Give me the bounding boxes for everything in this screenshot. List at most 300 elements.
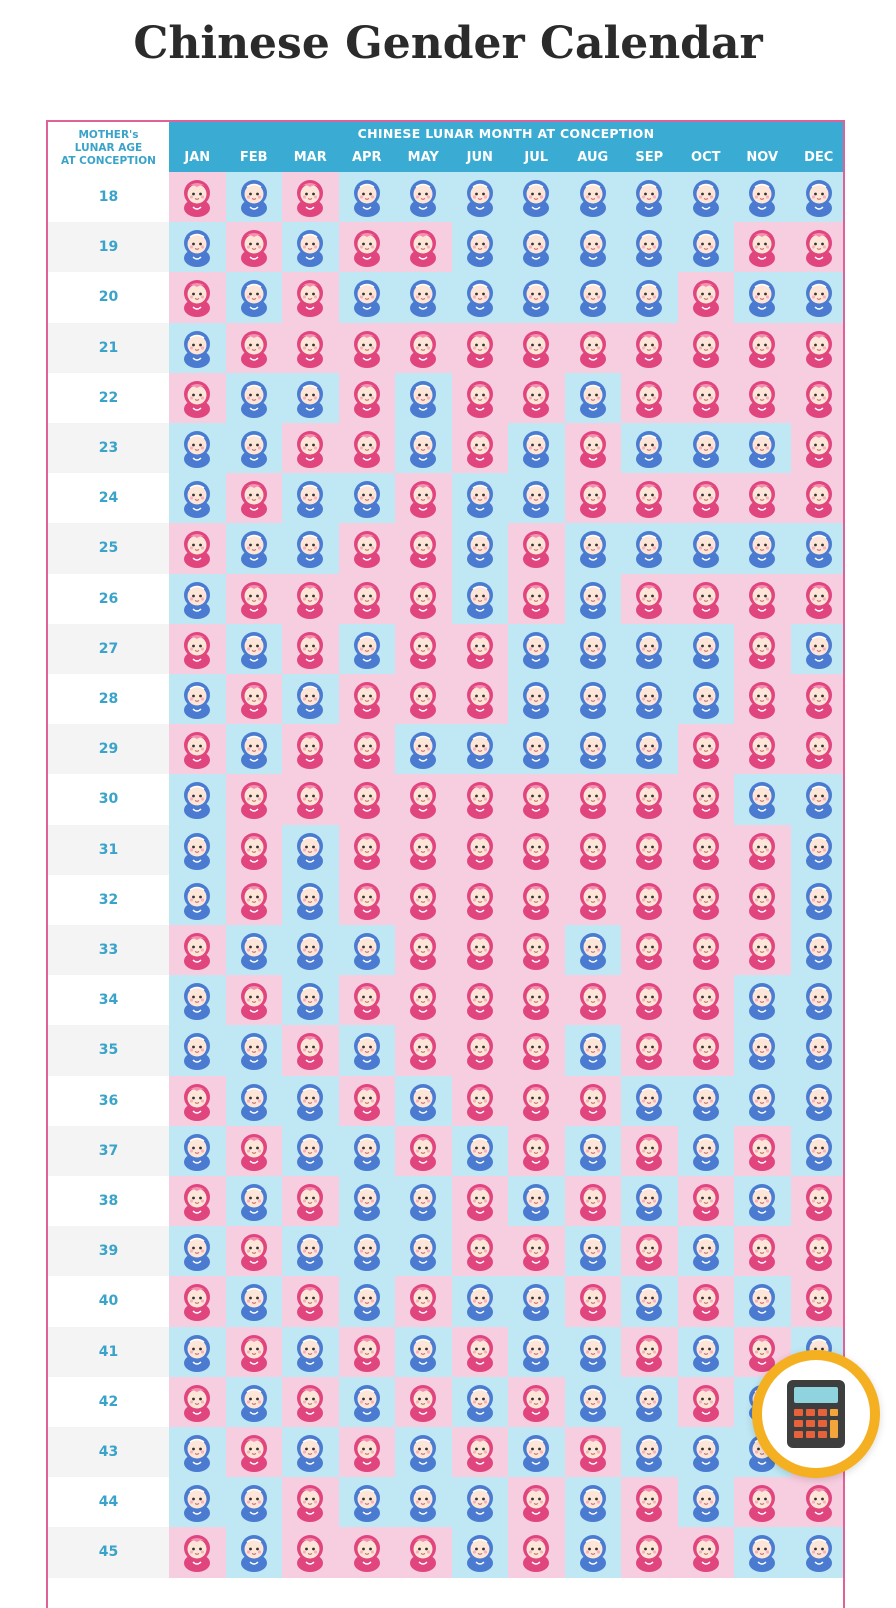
boy-cell	[169, 323, 226, 373]
girl-cell	[508, 1477, 565, 1527]
baby-girl-icon	[293, 1482, 327, 1522]
baby-girl-icon	[802, 579, 836, 619]
girl-cell	[339, 574, 396, 624]
baby-girl-icon	[237, 830, 271, 870]
month-label: JUN	[466, 150, 493, 165]
boy-cell	[791, 875, 846, 925]
month-label: FEB	[239, 150, 268, 165]
baby-boy-icon	[293, 1081, 327, 1121]
baby-girl-icon	[632, 930, 666, 970]
baby-boy-icon	[293, 378, 327, 418]
baby-boy-icon	[802, 177, 836, 217]
boy-cell	[508, 624, 565, 674]
baby-girl-icon	[237, 1231, 271, 1271]
baby-girl-icon	[237, 980, 271, 1020]
baby-boy-icon	[576, 629, 610, 669]
baby-girl-icon	[237, 478, 271, 518]
baby-girl-icon	[350, 227, 384, 267]
calendar-row	[48, 825, 843, 875]
baby-girl-icon	[463, 1432, 497, 1472]
age-cell: 21	[48, 323, 169, 373]
boy-cell	[791, 523, 846, 573]
girl-cell	[508, 925, 565, 975]
baby-girl-icon	[293, 579, 327, 619]
baby-boy-icon	[406, 1081, 440, 1121]
baby-boy-icon	[576, 378, 610, 418]
boy-cell	[791, 1076, 846, 1126]
boy-cell	[226, 1176, 283, 1226]
girl-cell	[678, 875, 735, 925]
baby-boy-icon	[406, 428, 440, 468]
boy-cell	[395, 423, 452, 473]
baby-girl-icon	[406, 679, 440, 719]
calendar-row	[48, 774, 843, 824]
girl-cell	[621, 574, 678, 624]
boy-cell	[169, 975, 226, 1025]
baby-girl-icon	[406, 1131, 440, 1171]
boy-cell	[734, 523, 791, 573]
baby-girl-icon	[576, 980, 610, 1020]
boy-cell	[395, 172, 452, 222]
baby-girl-icon	[632, 1482, 666, 1522]
baby-girl-icon	[463, 980, 497, 1020]
girl-cell	[678, 975, 735, 1025]
baby-boy-icon	[293, 227, 327, 267]
baby-boy-icon	[632, 528, 666, 568]
age-cell: 34	[48, 975, 169, 1025]
boy-cell	[621, 272, 678, 322]
boy-cell	[621, 1176, 678, 1226]
calendar-row	[48, 1477, 843, 1527]
girl-cell	[452, 975, 509, 1025]
girl-cell	[565, 1076, 622, 1126]
boy-cell	[395, 1076, 452, 1126]
boy-cell	[565, 1126, 622, 1176]
boy-cell	[226, 925, 283, 975]
girl-cell	[169, 1176, 226, 1226]
boy-cell	[791, 172, 846, 222]
boy-cell	[565, 624, 622, 674]
boy-cell	[452, 724, 509, 774]
baby-girl-icon	[689, 980, 723, 1020]
baby-boy-icon	[463, 1382, 497, 1422]
calendar-row	[48, 975, 843, 1025]
girl-cell	[226, 674, 283, 724]
baby-boy-icon	[237, 1382, 271, 1422]
baby-girl-icon	[689, 779, 723, 819]
baby-boy-icon	[689, 679, 723, 719]
baby-girl-icon	[180, 629, 214, 669]
baby-girl-icon	[350, 779, 384, 819]
boy-cell	[169, 473, 226, 523]
baby-boy-icon	[745, 528, 779, 568]
boy-cell	[678, 1427, 735, 1477]
boy-cell	[791, 624, 846, 674]
baby-girl-icon	[632, 579, 666, 619]
baby-girl-icon	[463, 428, 497, 468]
girl-cell	[734, 574, 791, 624]
girl-cell	[678, 1527, 735, 1577]
baby-girl-icon	[406, 830, 440, 870]
boy-cell	[565, 222, 622, 272]
boy-cell	[508, 473, 565, 523]
baby-girl-icon	[180, 930, 214, 970]
boy-cell	[791, 272, 846, 322]
girl-cell	[395, 674, 452, 724]
baby-girl-icon	[406, 528, 440, 568]
girl-cell	[282, 172, 339, 222]
baby-girl-icon	[745, 679, 779, 719]
baby-boy-icon	[745, 177, 779, 217]
calendar-row	[48, 523, 843, 573]
baby-girl-icon	[406, 930, 440, 970]
baby-boy-icon	[350, 930, 384, 970]
chart-header	[48, 122, 843, 172]
boy-cell	[791, 825, 846, 875]
baby-girl-icon	[237, 1332, 271, 1372]
baby-girl-icon	[519, 1532, 553, 1572]
girl-cell	[339, 825, 396, 875]
baby-boy-icon	[632, 277, 666, 317]
baby-boy-icon	[293, 830, 327, 870]
girl-cell	[169, 1276, 226, 1326]
age-cell: 19	[48, 222, 169, 272]
boy-cell	[508, 1176, 565, 1226]
boy-cell	[508, 724, 565, 774]
baby-boy-icon	[802, 1081, 836, 1121]
gender-calendar-chart	[46, 120, 845, 1608]
baby-boy-icon	[689, 528, 723, 568]
girl-cell	[226, 1126, 283, 1176]
calendar-row	[48, 473, 843, 523]
boy-cell	[565, 272, 622, 322]
baby-boy-icon	[350, 1030, 384, 1070]
boy-cell	[282, 925, 339, 975]
girl-cell	[791, 1276, 846, 1326]
baby-girl-icon	[689, 328, 723, 368]
baby-boy-icon	[463, 579, 497, 619]
girl-cell	[339, 724, 396, 774]
page-title: Chinese Gender Calendar	[133, 18, 763, 69]
baby-girl-icon	[519, 779, 553, 819]
baby-girl-icon	[350, 880, 384, 920]
month-label: MAR	[293, 150, 327, 165]
baby-girl-icon	[463, 1332, 497, 1372]
baby-boy-icon	[237, 378, 271, 418]
baby-girl-icon	[463, 779, 497, 819]
boy-cell	[282, 825, 339, 875]
baby-girl-icon	[293, 277, 327, 317]
baby-boy-icon	[463, 227, 497, 267]
girl-cell	[282, 724, 339, 774]
boy-cell	[339, 624, 396, 674]
girl-cell	[734, 875, 791, 925]
baby-girl-icon	[293, 779, 327, 819]
boy-cell	[678, 1477, 735, 1527]
girl-cell	[395, 1276, 452, 1326]
boy-cell	[452, 1477, 509, 1527]
boy-cell	[169, 674, 226, 724]
baby-girl-icon	[519, 528, 553, 568]
baby-girl-icon	[406, 1382, 440, 1422]
calendar-row	[48, 1076, 843, 1126]
baby-girl-icon	[632, 478, 666, 518]
boy-cell	[169, 875, 226, 925]
girl-cell	[508, 1126, 565, 1176]
baby-girl-icon	[745, 729, 779, 769]
baby-girl-icon	[293, 729, 327, 769]
baby-boy-icon	[237, 930, 271, 970]
baby-girl-icon	[632, 880, 666, 920]
girl-cell	[339, 774, 396, 824]
month-label: NOV	[746, 150, 779, 165]
baby-girl-icon	[689, 1181, 723, 1221]
girl-cell	[452, 423, 509, 473]
girl-cell	[791, 574, 846, 624]
baby-girl-icon	[745, 378, 779, 418]
boy-cell	[226, 1076, 283, 1126]
baby-boy-icon	[463, 1532, 497, 1572]
boy-cell	[678, 624, 735, 674]
boy-cell	[508, 172, 565, 222]
baby-boy-icon	[180, 1432, 214, 1472]
girl-cell	[791, 323, 846, 373]
boy-cell	[226, 1527, 283, 1577]
age-cell: 41	[48, 1327, 169, 1377]
girl-cell	[452, 875, 509, 925]
girl-cell	[452, 1327, 509, 1377]
baby-girl-icon	[463, 1081, 497, 1121]
baby-boy-icon	[293, 1131, 327, 1171]
girl-cell	[339, 1527, 396, 1577]
baby-girl-icon	[632, 328, 666, 368]
boy-cell	[282, 975, 339, 1025]
baby-girl-icon	[689, 277, 723, 317]
baby-girl-icon	[689, 930, 723, 970]
boy-cell	[282, 1126, 339, 1176]
boy-cell	[508, 1276, 565, 1326]
baby-girl-icon	[519, 328, 553, 368]
baby-girl-icon	[802, 1482, 836, 1522]
girl-cell	[169, 523, 226, 573]
baby-boy-icon	[689, 1332, 723, 1372]
month-header	[169, 122, 843, 172]
boy-cell	[282, 1427, 339, 1477]
baby-boy-icon	[463, 1131, 497, 1171]
boy-cell	[226, 1025, 283, 1075]
boy-cell	[565, 1477, 622, 1527]
baby-girl-icon	[350, 729, 384, 769]
baby-girl-icon	[350, 1432, 384, 1472]
baby-boy-icon	[519, 478, 553, 518]
age-column-header	[48, 122, 169, 172]
baby-boy-icon	[632, 227, 666, 267]
age-cell: 43	[48, 1427, 169, 1477]
boy-cell	[452, 1377, 509, 1427]
girl-cell	[508, 323, 565, 373]
calculator-button[interactable]	[752, 1350, 880, 1478]
baby-boy-icon	[745, 779, 779, 819]
girl-cell	[621, 1025, 678, 1075]
baby-girl-icon	[350, 830, 384, 870]
baby-girl-icon	[689, 378, 723, 418]
age-header-line-3: AT CONCEPTION	[61, 154, 156, 167]
age-header-line-2: LUNAR AGE	[74, 141, 143, 154]
baby-girl-icon	[293, 1382, 327, 1422]
boy-cell	[282, 373, 339, 423]
boy-cell	[169, 825, 226, 875]
boy-cell	[282, 1076, 339, 1126]
boy-cell	[791, 774, 846, 824]
baby-boy-icon	[237, 277, 271, 317]
girl-cell	[395, 624, 452, 674]
boy-cell	[169, 774, 226, 824]
baby-girl-icon	[576, 428, 610, 468]
baby-boy-icon	[237, 729, 271, 769]
girl-cell	[565, 423, 622, 473]
calendar-row	[48, 1377, 843, 1427]
boy-cell	[452, 473, 509, 523]
baby-girl-icon	[350, 378, 384, 418]
boy-cell	[452, 222, 509, 272]
baby-boy-icon	[463, 729, 497, 769]
baby-girl-icon	[689, 1281, 723, 1321]
boy-cell	[508, 423, 565, 473]
calendar-row	[48, 272, 843, 322]
boy-cell	[621, 1377, 678, 1427]
baby-girl-icon	[406, 579, 440, 619]
boy-cell	[734, 1276, 791, 1326]
baby-boy-icon	[350, 1181, 384, 1221]
baby-boy-icon	[689, 1482, 723, 1522]
baby-girl-icon	[180, 1281, 214, 1321]
boy-cell	[678, 1126, 735, 1176]
boy-cell	[621, 1427, 678, 1477]
baby-girl-icon	[350, 579, 384, 619]
baby-girl-icon	[463, 1181, 497, 1221]
baby-girl-icon	[406, 980, 440, 1020]
baby-girl-icon	[293, 328, 327, 368]
boy-cell	[621, 624, 678, 674]
baby-girl-icon	[237, 779, 271, 819]
boy-cell	[339, 1276, 396, 1326]
baby-girl-icon	[689, 729, 723, 769]
baby-boy-icon	[237, 177, 271, 217]
girl-cell	[791, 222, 846, 272]
boy-cell	[678, 674, 735, 724]
girl-cell	[621, 875, 678, 925]
boy-cell	[621, 724, 678, 774]
baby-girl-icon	[350, 980, 384, 1020]
girl-cell	[452, 323, 509, 373]
baby-boy-icon	[180, 679, 214, 719]
month-label: SEP	[635, 150, 664, 165]
age-cell: 23	[48, 423, 169, 473]
calendar-row	[48, 1226, 843, 1276]
boy-cell	[452, 1276, 509, 1326]
boy-cell	[339, 473, 396, 523]
boy-cell	[395, 1427, 452, 1477]
baby-boy-icon	[180, 1131, 214, 1171]
boy-cell	[282, 523, 339, 573]
girl-cell	[508, 1076, 565, 1126]
girl-cell	[791, 1226, 846, 1276]
girl-cell	[282, 1527, 339, 1577]
girl-cell	[565, 323, 622, 373]
girl-cell	[226, 222, 283, 272]
baby-boy-icon	[237, 428, 271, 468]
boy-cell	[734, 1025, 791, 1075]
boy-cell	[508, 674, 565, 724]
girl-cell	[169, 624, 226, 674]
girl-cell	[791, 724, 846, 774]
age-cell: 37	[48, 1126, 169, 1176]
girl-cell	[226, 473, 283, 523]
girl-cell	[678, 925, 735, 975]
baby-boy-icon	[350, 478, 384, 518]
boy-cell	[226, 1276, 283, 1326]
girl-cell	[621, 1126, 678, 1176]
girl-cell	[226, 574, 283, 624]
girl-cell	[339, 523, 396, 573]
girl-cell	[169, 1527, 226, 1577]
baby-boy-icon	[632, 1181, 666, 1221]
boy-cell	[169, 1477, 226, 1527]
girl-cell	[452, 674, 509, 724]
calendar-row	[48, 875, 843, 925]
girl-cell	[339, 373, 396, 423]
girl-cell	[395, 473, 452, 523]
baby-boy-icon	[689, 177, 723, 217]
girl-cell	[734, 724, 791, 774]
boy-cell	[791, 1126, 846, 1176]
baby-girl-icon	[350, 1532, 384, 1572]
baby-boy-icon	[180, 779, 214, 819]
baby-boy-icon	[576, 1382, 610, 1422]
girl-cell	[395, 1126, 452, 1176]
baby-boy-icon	[237, 528, 271, 568]
baby-girl-icon	[745, 880, 779, 920]
calendar-row	[48, 1327, 843, 1377]
girl-cell	[395, 323, 452, 373]
baby-boy-icon	[745, 1281, 779, 1321]
girl-cell	[508, 373, 565, 423]
baby-girl-icon	[237, 1131, 271, 1171]
baby-boy-icon	[406, 378, 440, 418]
girl-cell	[395, 523, 452, 573]
baby-girl-icon	[293, 629, 327, 669]
boy-cell	[565, 1226, 622, 1276]
girl-cell	[282, 1276, 339, 1326]
girl-cell	[678, 373, 735, 423]
baby-girl-icon	[463, 679, 497, 719]
boy-cell	[734, 1076, 791, 1126]
girl-cell	[282, 1377, 339, 1427]
baby-boy-icon	[350, 1131, 384, 1171]
calendar-row	[48, 1176, 843, 1226]
boy-cell	[226, 523, 283, 573]
baby-girl-icon	[463, 1231, 497, 1271]
boy-cell	[565, 724, 622, 774]
age-cell: 31	[48, 825, 169, 875]
boy-cell	[734, 774, 791, 824]
baby-girl-icon	[576, 328, 610, 368]
girl-cell	[734, 674, 791, 724]
calculator-icon	[785, 1378, 847, 1450]
boy-cell	[395, 1226, 452, 1276]
baby-girl-icon	[519, 980, 553, 1020]
baby-boy-icon	[293, 930, 327, 970]
